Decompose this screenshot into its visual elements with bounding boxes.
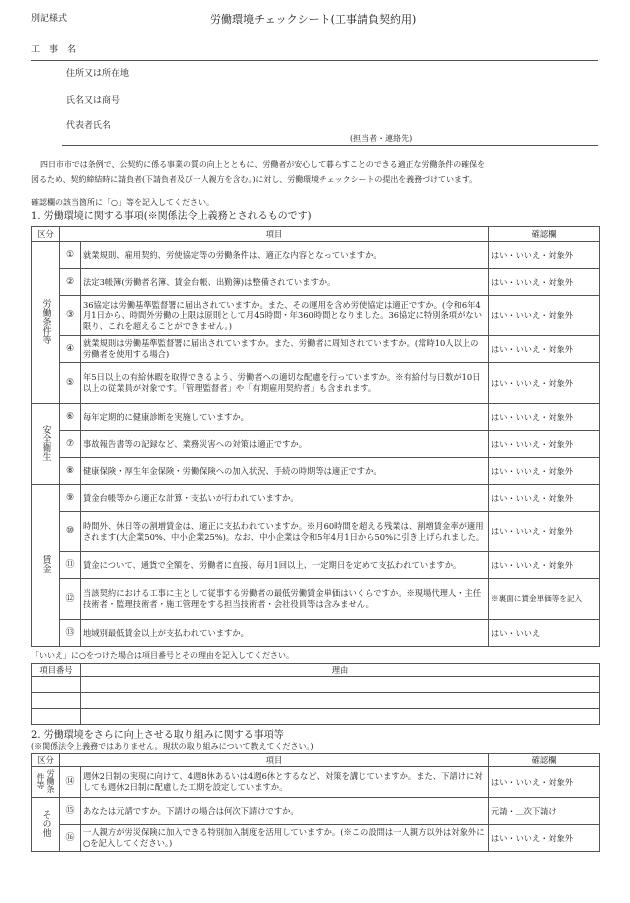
section1-table (31, 226, 600, 647)
item-text: 賃金台帳等から適正な計算・支払いが行われていますか。 (81, 485, 489, 512)
reason-item-number-input[interactable] (32, 693, 81, 709)
item-text: 週休2日制の実現に向けて、4週8休あるいは4週6休とするなど、対策を講じていますか。また、下請けに対しても週休2日制に配慮した工期を設定していますか。 (81, 767, 489, 798)
category-labor-label: 労働条件等 (40, 298, 51, 344)
table-row (32, 242, 600, 269)
item-text: 時間外、休日等の割増賃金は、適正に支払われていますか。※月60時間を超える残業は、割増賃金率が適用されます(大企業50%、中小企業25%)。なお、中小企業は令和5年4月1日から50%に引き上げられました。 (81, 512, 489, 552)
confirm-cell[interactable]: はい・いいえ (489, 620, 600, 647)
category-other (32, 798, 60, 852)
item-number: ② (60, 269, 81, 296)
address-label: 住所又は所在地 (66, 69, 130, 79)
confirm-cell[interactable]: はい・いいえ・対象外 (489, 825, 600, 852)
reasons-header-row (32, 664, 600, 677)
table-row (32, 269, 600, 296)
item-text: 当該契約における工事に主として従事する労働者の最低労働賃金単価はいくらですか。※現場代理人・主任技術者・監理技術者・施工管理をする担当技術者・会社役員等は含みません。 (81, 579, 489, 620)
header-category: 区分 (32, 754, 60, 767)
section2-note: (※関係法令上義務ではありません。現状の取り組みについて教えてください。) (31, 742, 314, 751)
reason-text-input[interactable] (81, 709, 600, 725)
item-number: ⑫ (60, 579, 81, 620)
instruction: 確認欄の該当箇所に「○」等を記入してください。 (31, 198, 214, 207)
category-safety (32, 404, 60, 485)
item-number: ⑪ (60, 552, 81, 579)
item-number: ⑤ (60, 363, 81, 404)
confirm-cell[interactable]: はい・いいえ・対象外 (489, 296, 600, 336)
representative-label: 代表者氏名 (66, 121, 112, 131)
item-number: ⑦ (60, 431, 81, 458)
section2-table (31, 753, 600, 852)
category-labor-label-col1: 労働条 (46, 768, 55, 793)
table-row (32, 579, 600, 620)
item-number: ① (60, 242, 81, 269)
project-name-label: 工 事 名 (31, 45, 77, 55)
category-wage-label: 賃金 (40, 555, 51, 574)
item-text: 毎年定期的に健康診断を実施していますか。 (81, 404, 489, 431)
reason-text-input[interactable] (81, 677, 600, 693)
form-label: 別記様式 (31, 14, 68, 24)
table-row (32, 798, 600, 825)
category-safety-label: 安全衛生 (40, 424, 51, 461)
item-number: ④ (60, 336, 81, 363)
table-row (32, 431, 600, 458)
confirm-cell[interactable]: はい・いいえ・対象外 (489, 242, 600, 269)
item-number: ⑬ (60, 620, 81, 647)
reason-item-number-input[interactable] (32, 709, 81, 725)
header-item: 項目 (60, 227, 489, 242)
table-row (32, 512, 600, 552)
header-confirm: 確認欄 (489, 754, 600, 767)
section2-header-row (32, 754, 600, 767)
item-number: ③ (60, 296, 81, 336)
category-other-label: その他 (40, 809, 51, 837)
confirm-cell[interactable]: はい・いいえ・対象外 (489, 767, 600, 798)
table-row (32, 336, 600, 363)
company-name-label: 氏名又は商号 (66, 96, 121, 106)
section2-title: 2. 労働環境をさらに向上させる取り組みに関する事項等 (31, 730, 284, 741)
table-row (32, 363, 600, 404)
table-row (32, 825, 600, 852)
header-reason: 理由 (81, 664, 600, 677)
reason-row (32, 677, 600, 693)
contact-label: (担当者・連絡先) (350, 134, 413, 143)
item-text: 一人親方が労災保険に加入できる特別加入制度を活用していますか。(※この設問は一人親方以外は対象外に○を記入してください。) (81, 825, 489, 852)
confirm-cell[interactable]: ※裏面に賃金単価等を記入 (489, 579, 600, 620)
item-text: 賃金について、通貨で全額を、労働者に直接、毎月1回以上、一定期日を定めて支払われていますか。 (81, 552, 489, 579)
category-labor-label-col2: 件等 (36, 772, 45, 789)
intro-line-1: 四日市市では条例で、公契約に係る事業の質の向上とともに、労働者が安心して暮らすことのできる適正な労働条件の確保を (40, 160, 486, 169)
header-confirm: 確認欄 (489, 227, 600, 242)
intro-line-2: 図るため、契約締結時に請負者(下請負者及び一人親方を含む。)に対し、労働環境チェックシートの提出を義務づけています。 (31, 175, 478, 184)
reasons-table (31, 663, 600, 725)
table-row (32, 620, 600, 647)
header-category: 区分 (32, 227, 60, 242)
reason-row (32, 693, 600, 709)
reason-row (32, 709, 600, 725)
confirm-cell[interactable]: はい・いいえ・対象外 (489, 431, 600, 458)
header-item-number: 項目番号 (32, 664, 81, 677)
confirm-cell[interactable]: はい・いいえ・対象外 (489, 458, 600, 485)
reason-item-number-input[interactable] (32, 677, 81, 693)
item-number: ⑯ (60, 825, 81, 852)
table-row (32, 296, 600, 336)
section1-header-row (32, 227, 600, 242)
item-number: ⑥ (60, 404, 81, 431)
item-text: 地域別最低賃金以上が支払われていますか。 (81, 620, 489, 647)
confirm-cell[interactable]: はい・いいえ・対象外 (489, 269, 600, 296)
item-text: 健康保険・厚生年金保険・労働保険への加入状況、手続の時期等は適正ですか。 (81, 458, 489, 485)
item-text: 就業規則は労働基準監督署に届出されていますか。また、労働者に周知されていますか。(常時10人以上の労働者を使用する場合) (81, 336, 489, 363)
project-name-line (31, 60, 598, 61)
item-number: ⑭ (60, 767, 81, 798)
item-text: あなたは元請ですか。下請けの場合は何次下請けですか。 (81, 798, 489, 825)
table-row (32, 458, 600, 485)
reason-text-input[interactable] (81, 693, 600, 709)
confirm-cell[interactable]: 元請・＿次下請け (489, 798, 600, 825)
item-text: 事故報告書等の記録など、業務災害への対策は適正ですか。 (81, 431, 489, 458)
confirm-cell[interactable]: はい・いいえ・対象外 (489, 404, 600, 431)
item-number: ⑩ (60, 512, 81, 552)
section1-title: 1. 労働環境に関する事項(※関係法令上義務とされるものです) (31, 211, 312, 222)
table-row (32, 404, 600, 431)
item-text: 法定3帳簿(労働者名簿、賃金台帳、出勤簿)は整備されていますか。 (81, 269, 489, 296)
item-text: 就業規則、雇用契約、労使協定等の労働条件は、適正な内容となっていますか。 (81, 242, 489, 269)
category-labor (32, 242, 60, 404)
reasons-instruction: 「いいえ」に○をつけた場合は項目番号とその理由を記入してください。 (31, 651, 294, 660)
item-text: 年5日以上の有給休暇を取得できるよう、労働者への適切な配慮を行っていますか。※有給付与日数が10日以上の従業員が対象です。「管理監督者」や「有期雇用契約者」も含まれます。 (81, 363, 489, 404)
item-number: ⑮ (60, 798, 81, 825)
table-row (32, 552, 600, 579)
category-labor (32, 767, 60, 798)
confirm-cell[interactable]: はい・いいえ・対象外 (489, 552, 600, 579)
item-text: 36協定は労働基準監督署に届出されていますか。また、その運用を含め労使協定は適正ですか。(令和6年4月1日から、時間外労働の上限は原則として月45時間・年360時間となりました。36協定に特別条項がない限り、これを超えることができません。) (81, 296, 489, 336)
confirm-cell[interactable]: はい・いいえ・対象外 (489, 485, 600, 512)
category-wage (32, 485, 60, 647)
table-row (32, 485, 600, 512)
confirm-cell[interactable]: はい・いいえ・対象外 (489, 336, 600, 363)
item-number: ⑧ (60, 458, 81, 485)
confirm-cell[interactable]: はい・いいえ・対象外 (489, 512, 600, 552)
item-number: ⑨ (60, 485, 81, 512)
table-row (32, 767, 600, 798)
header-item: 項目 (60, 754, 489, 767)
confirm-cell[interactable]: はい・いいえ・対象外 (489, 363, 600, 404)
page-title: 労働環境チェックシート(工事請負契約用) (210, 13, 417, 26)
contractor-line (62, 145, 598, 146)
